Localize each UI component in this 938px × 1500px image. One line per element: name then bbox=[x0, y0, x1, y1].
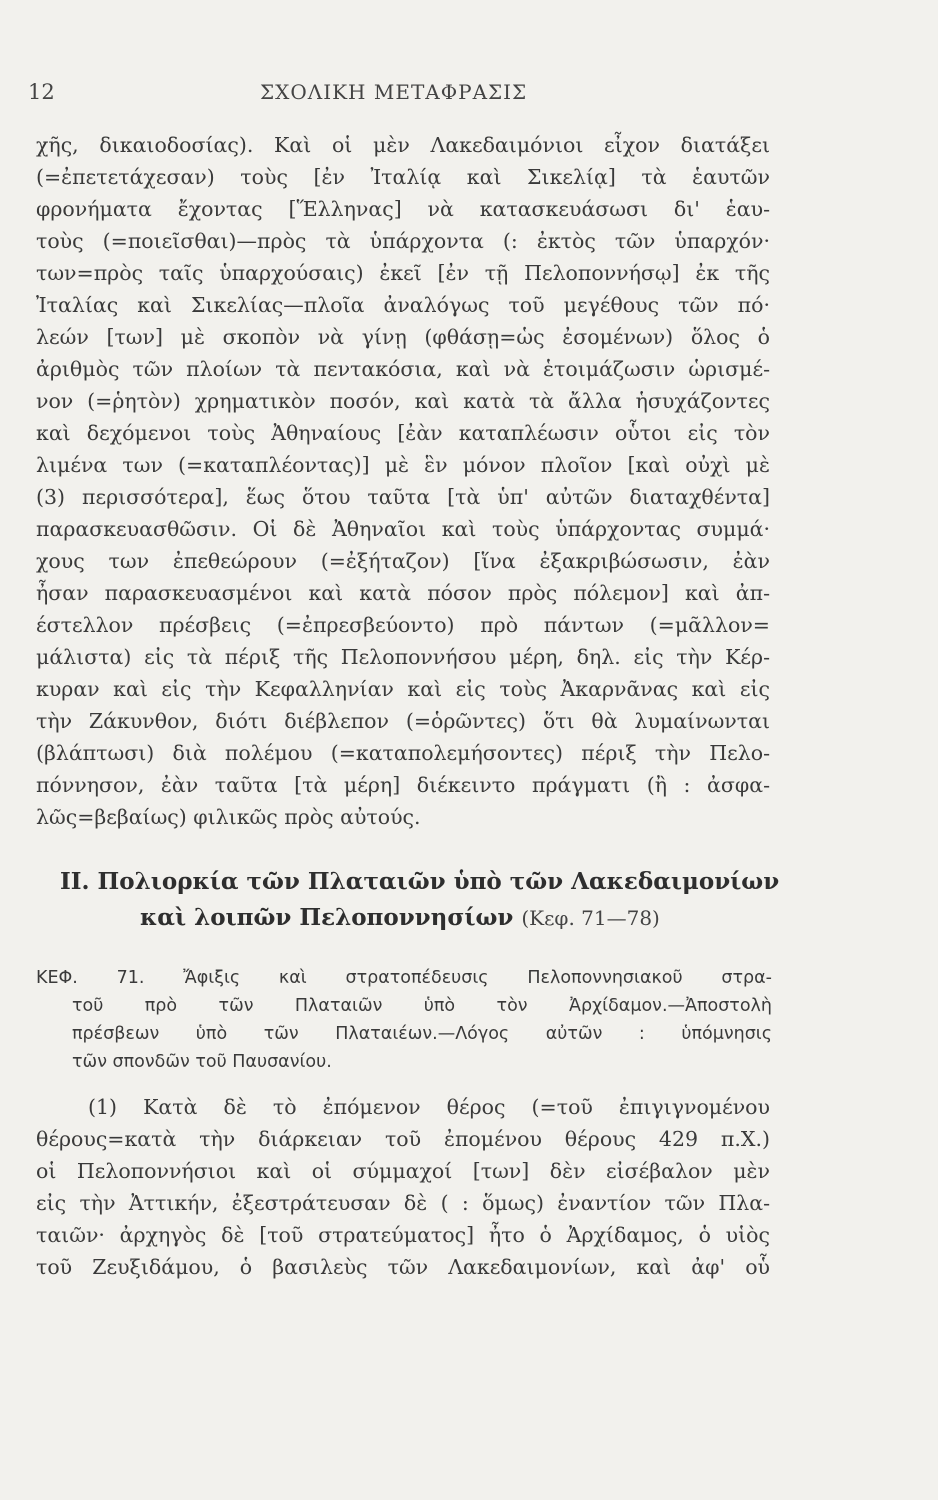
summary-line: ΚΕΦ. 71. Ἄφιξις καὶ στρατοπέδευσις Πελοποννησιακοῦ στρα- bbox=[36, 968, 772, 988]
body-line: τοῦ Ζευξιδάμου, ὁ βασιλεὺς τῶν Λακεδαιμονίων, καὶ ἀφ' οὗ bbox=[36, 1255, 770, 1279]
body-line: κυραν καὶ εἰς τὴν Κεφαλληνίαν καὶ εἰς τοὺς Ἀκαρνᾶνας καὶ εἰς bbox=[36, 677, 770, 701]
section-chapter-range: (Κεφ. 71—78) bbox=[521, 906, 660, 930]
body-line: λῶς=βεβαίως) φιλικῶς πρὸς αὐτούς. bbox=[36, 805, 421, 829]
body-line: χους των ἐπεθεώρουν (=ἐξήταζον) [ἵνα ἐξακριβώσωσιν, ἐὰν bbox=[36, 549, 770, 573]
page-header bbox=[28, 80, 878, 110]
body-line: οἱ Πελοποννήσιοι καὶ οἱ σύμμαχοί [των] δὲν εἰσέβαλον μὲν bbox=[36, 1159, 770, 1183]
body-line: φρονήματα ἔχοντας [Ἕλληνας] νὰ κατασκευάσωσι δι' ἑαυ- bbox=[36, 197, 770, 221]
body-line: παρασκευασθῶσιν. Οἱ δὲ Ἀθηναῖοι καὶ τοὺς ὑπάρχοντας συμμά· bbox=[36, 517, 770, 541]
body-line: ἦσαν παρασκευασμένοι καὶ κατὰ πόσον πρὸς πόλεμον] καὶ ἀπ- bbox=[36, 581, 770, 605]
page-number: 12 bbox=[28, 80, 55, 104]
summary-line: τοῦ πρὸ τῶν Πλαταιῶν ὑπὸ τὸν Ἀρχίδαμον.—Ἀποστολὴ bbox=[72, 996, 772, 1016]
body-line: καὶ δεχόμενοι τοὺς Ἀθηναίους [ἐὰν καταπλέωσιν οὗτοι εἰς τὸν bbox=[36, 421, 770, 445]
body-line: (βλάπτωσι) διὰ πολέμου (=καταπολεμήσοντες) πέριξ τὴν Πελο- bbox=[36, 741, 770, 765]
body-line: πόννησον, ἐὰν ταῦτα [τὰ μέρη] διέκειντο πράγματι (ἢ : ἀσφα- bbox=[36, 773, 770, 797]
section-heading-title: καὶ λοιπῶν Πελοποννησίων bbox=[140, 904, 514, 931]
body-line: έστελλον πρέσβεις (=ἐπρεσβεύοντο) πρὸ πάντων (=μᾶλλον= bbox=[36, 613, 770, 637]
body-line: Ἰταλίας καὶ Σικελίας—πλοῖα ἀναλόγως τοῦ μεγέθους τῶν πό· bbox=[36, 293, 770, 317]
body-line: (1) Κατὰ δὲ τὸ ἐπόμενον θέρος (=τοῦ ἐπιγιγνομένου bbox=[88, 1095, 770, 1119]
summary-line: πρέσβεων ὑπὸ τῶν Πλαταιέων.—Λόγος αὐτῶν : ὑπόμνησις bbox=[72, 1024, 772, 1044]
body-line: (3) περισσότερα], ἕως ὅτου ταῦτα [τὰ ὑπ' αὐτῶν διαταχθέντα] bbox=[36, 485, 770, 509]
summary-line: τῶν σπονδῶν τοῦ Παυσανίου. bbox=[72, 1052, 332, 1072]
body-line: των=πρὸς ταῖς ὑπαρχούσαις) ἐκεῖ [ἐν τῇ Πελοποννήσῳ] ἐκ τῆς bbox=[36, 261, 770, 285]
body-line: χῆς, δικαιοδοσίας). Καὶ οἱ μὲν Λακεδαιμόνιοι εἶχον διατάξει bbox=[36, 133, 770, 157]
body-line: εἰς τὴν Ἀττικήν, ἐξεστράτευσαν δὲ ( : ὅμως) ἐναντίον τῶν Πλα- bbox=[36, 1191, 770, 1215]
body-line: νον (=ῥητὸν) χρηματικὸν ποσόν, καὶ κατὰ τὰ ἄλλα ἡσυχάζοντες bbox=[36, 389, 770, 413]
running-title: ΣΧΟΛΙΚΗ ΜΕΤΑΦΡΑΣΙΣ bbox=[260, 80, 528, 104]
body-line: μάλιστα) εἰς τὰ πέριξ τῆς Πελοποννήσου μέρη, δηλ. εἰς τὴν Κέρ- bbox=[36, 645, 770, 669]
body-line: θέρους=κατὰ τὴν διάρκειαν τοῦ ἐπομένου θέρους 429 π.Χ.) bbox=[36, 1127, 770, 1151]
section-heading-line2 bbox=[140, 904, 660, 931]
body-line: ἀριθμὸς τῶν πλοίων τὰ πεντακόσια, καὶ νὰ ἑτοιμάζωσιν ὡρισμέ- bbox=[36, 357, 770, 381]
body-line: ταιῶν· ἀρχηγὸς δὲ [τοῦ στρατεύματος] ἦτο ὁ Ἀρχίδαμος, ὁ υἱὸς bbox=[36, 1223, 770, 1247]
body-line: λεών [των] μὲ σκοπὸν νὰ γίνῃ (φθάσῃ=ὡς ἐσομένων) ὅλος ὁ bbox=[36, 325, 770, 349]
section-heading-line1: ΙΙ. Πολιορκία τῶν Πλαταιῶν ὑπὸ τῶν Λακεδαιμονίων bbox=[60, 868, 780, 895]
body-line: τὴν Ζάκυνθον, διότι διέβλεπον (=ὁρῶντες) ὅτι θὰ λυμαίνωνται bbox=[36, 709, 770, 733]
body-line: λιμένα των (=καταπλέοντας)] μὲ ἓν μόνον πλοῖον [καὶ οὐχὶ μὲ bbox=[36, 453, 770, 477]
body-line: (=ἐπετετάχεσαν) τοὺς [ἐν Ἰταλίᾳ καὶ Σικελίᾳ] τὰ ἑαυτῶν bbox=[36, 165, 770, 189]
body-line: τοὺς (=ποιεῖσθαι)—πρὸς τὰ ὑπάρχοντα (: ἐκτὸς τῶν ὑπαρχόν· bbox=[36, 229, 770, 253]
